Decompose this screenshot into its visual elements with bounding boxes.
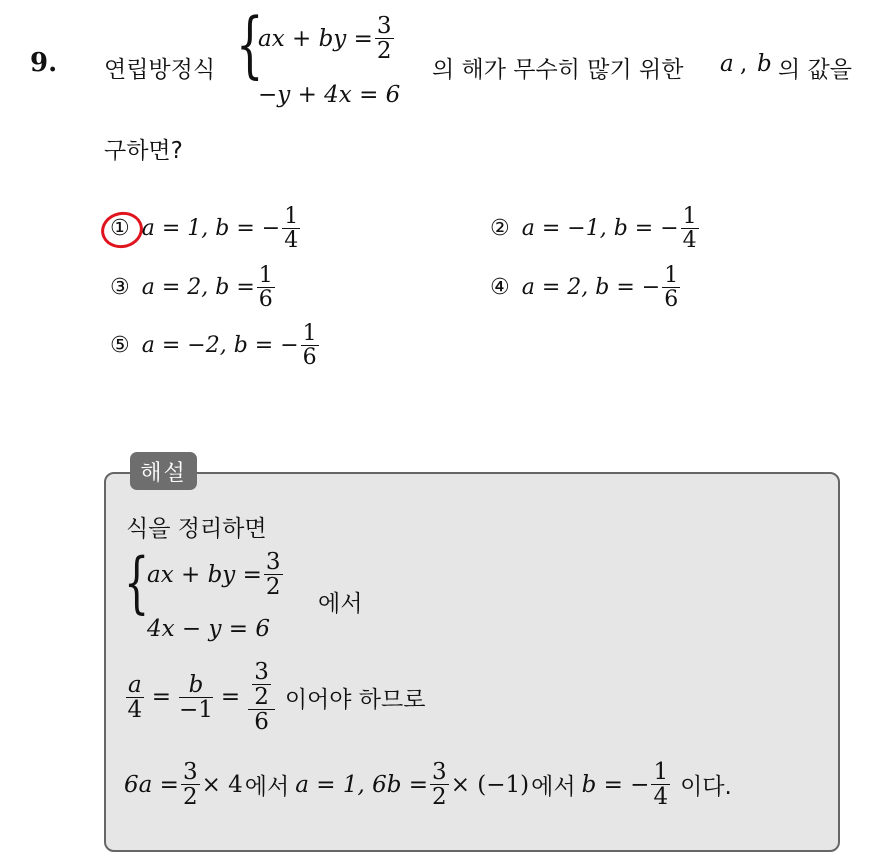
- choice-5[interactable]: [110, 322, 321, 369]
- ratio-m1: −1: [179, 696, 213, 723]
- eq1-left: ax + by =: [258, 25, 373, 52]
- question-end: 의 값을: [778, 57, 852, 83]
- choice-4-mark: ④: [490, 275, 510, 301]
- last-frac-3: [651, 760, 670, 809]
- choice-2-text: a = −1, b = −: [521, 216, 679, 242]
- choice-3[interactable]: [110, 264, 277, 311]
- choice-5-mark: ⑤: [110, 333, 130, 359]
- question-number: 9.: [30, 48, 58, 78]
- choice-3-fraction: [257, 264, 275, 311]
- system-eq1: [258, 14, 396, 63]
- sys-eq1-fraction: [264, 550, 283, 599]
- ratio-inner-num: 3: [254, 659, 269, 685]
- var-b: b: [757, 51, 772, 77]
- choice-1-den: 4: [284, 228, 299, 254]
- ratio-inner-fraction: [252, 660, 271, 709]
- choice-4[interactable]: [490, 264, 682, 311]
- system-eq2: −y + 4x = 6: [258, 82, 401, 108]
- solution-sys-eq1: [147, 550, 285, 599]
- question-lead: 연립방정식: [104, 57, 216, 83]
- choice-5-fraction: [301, 322, 319, 369]
- ratio-b: b: [179, 673, 213, 698]
- ratio-suffix: 이어야 하므로: [284, 686, 426, 713]
- ratio-a: a: [128, 671, 142, 698]
- ratio-nested-num: [248, 660, 275, 710]
- choice-2[interactable]: [490, 205, 701, 252]
- ratio-frac-nested: [248, 660, 275, 734]
- eq1-frac-den: 2: [376, 38, 392, 65]
- last-f3-num: 1: [653, 759, 669, 785]
- solution-last-line: [124, 760, 732, 809]
- choice-4-den: 6: [664, 287, 679, 313]
- ratio-frac-a4: [126, 673, 144, 722]
- choice-4-fraction: [662, 264, 680, 311]
- last-f1-den: 2: [182, 784, 198, 811]
- solution-line1: 식을 정리하면: [126, 516, 267, 542]
- choice-1-fraction: [282, 205, 300, 252]
- solution-sys-eq2: 4x − y = 6: [147, 616, 271, 642]
- solution-brace: {: [124, 544, 150, 621]
- last-b: b = −: [581, 771, 650, 798]
- last-xm1: × (−1): [450, 771, 530, 798]
- comma: ,: [740, 51, 748, 77]
- ratio-eq-2: =: [220, 684, 241, 711]
- choice-2-fraction: [681, 205, 699, 252]
- sys-eq1-den: 2: [265, 574, 281, 601]
- solution-ratio-line: [124, 660, 425, 734]
- last-frac-2: [430, 760, 449, 809]
- choice-1-text: a = 1, b = −: [141, 216, 281, 242]
- last-f2-den: 2: [432, 784, 447, 811]
- choice-5-text: a = −2, b = −: [141, 333, 299, 359]
- last-eseo-2: 에서: [531, 774, 576, 801]
- choice-2-mark: ②: [490, 216, 510, 242]
- ratio-den6: 6: [254, 709, 269, 736]
- eq1-frac-num: 3: [376, 13, 392, 39]
- system-brace: {: [236, 2, 264, 86]
- last-f1-num: 3: [182, 759, 198, 785]
- choice-3-mark: ③: [110, 275, 130, 301]
- last-frac-1: [181, 760, 200, 809]
- last-end: 이다.: [680, 774, 732, 801]
- choice-3-num: 1: [258, 263, 273, 288]
- question-after: 의 해가 무수히 많기 위한: [432, 57, 684, 83]
- last-eseo-1: 에서: [244, 774, 290, 801]
- choice-4-text: a = 2, b = −: [521, 275, 661, 301]
- ratio-eq-1: =: [151, 684, 171, 711]
- question-line2: 구하면?: [104, 138, 183, 164]
- var-a: a: [720, 51, 734, 77]
- ratio-4: 4: [127, 696, 143, 723]
- choice-5-num: 1: [302, 321, 317, 346]
- choice-5-den: 6: [302, 345, 317, 371]
- choice-1[interactable]: [110, 205, 302, 252]
- last-f3-den: 4: [653, 784, 669, 811]
- last-x4: × 4: [201, 771, 243, 798]
- eq1-fraction: [375, 14, 394, 63]
- ratio-frac-b: [179, 673, 213, 722]
- sys-eq1-left: ax + by =: [147, 561, 262, 588]
- choice-2-num: 1: [682, 204, 697, 229]
- last-f2-num: 3: [432, 759, 447, 785]
- choice-4-num: 1: [664, 263, 679, 288]
- last-mid: a = 1, 6b =: [295, 771, 429, 798]
- ratio-inner-den: 2: [254, 684, 269, 711]
- choice-3-text: a = 2, b =: [141, 275, 255, 301]
- choice-1-mark: ①: [110, 216, 130, 242]
- choice-2-den: 4: [682, 228, 697, 254]
- solution-tag: 해설: [130, 452, 197, 490]
- sys-eq1-num: 3: [265, 549, 281, 575]
- choice-1-num: 1: [284, 204, 299, 229]
- choice-3-den: 6: [258, 287, 273, 313]
- solution-sys-suffix: 에서: [318, 591, 363, 617]
- last-6a: 6a =: [124, 771, 179, 798]
